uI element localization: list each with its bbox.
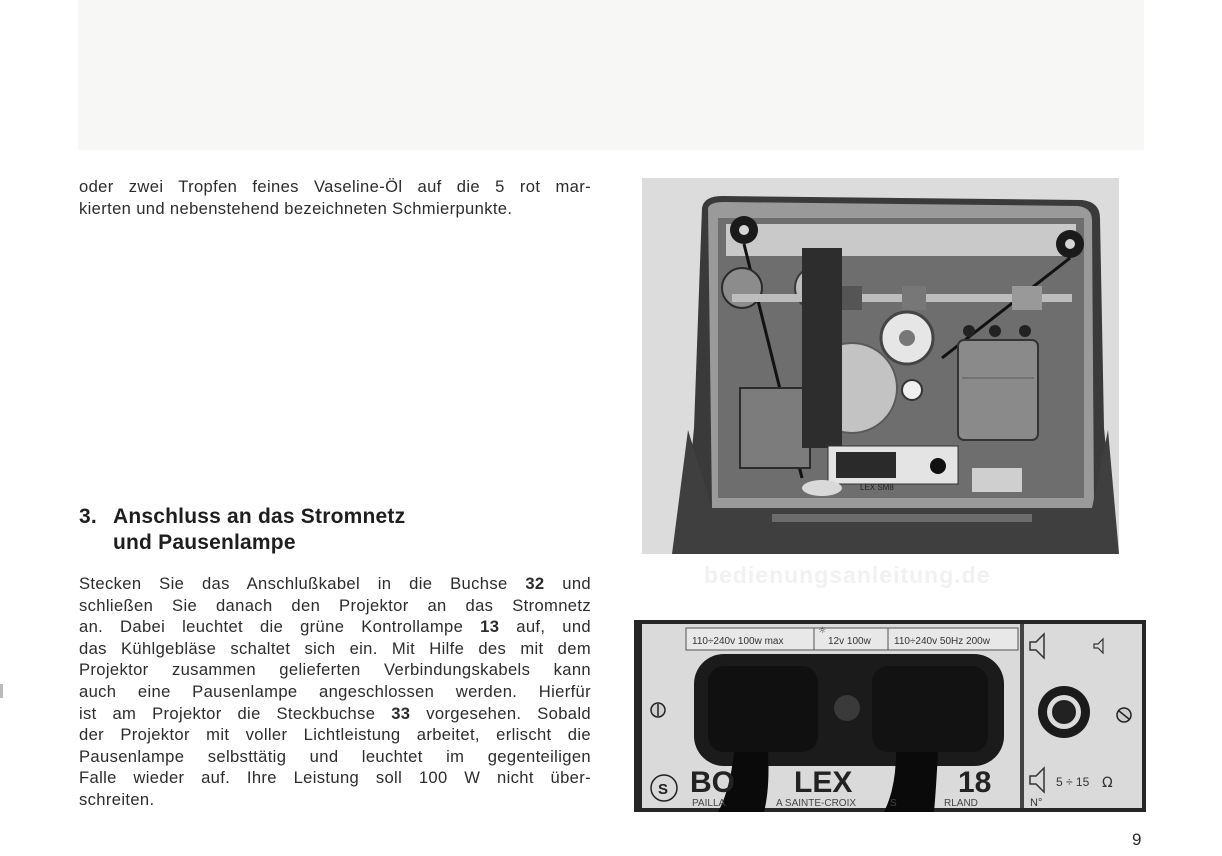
section-title-line-2: und Pausenlampe bbox=[113, 531, 296, 554]
body-line: schließen Sie danach den Projektor an das Stromnetz bbox=[79, 595, 591, 615]
label-lamp-rating: 12v 100w bbox=[828, 636, 871, 647]
body-text: an. Dabei leuchtet die grüne Kontrollampe bbox=[79, 617, 481, 637]
body-line: der Projektor mit voller Lichtleistung arbeitet, erlischt die bbox=[79, 725, 591, 745]
body-line: schreiten. bbox=[79, 789, 155, 809]
body-line bbox=[79, 616, 591, 638]
maker-part-b: A SAINTE-CROIX bbox=[776, 798, 857, 809]
maker-part-a: PAILLA bbox=[692, 798, 726, 809]
connector-panel-photo bbox=[634, 620, 1146, 812]
body-text: auf, und bbox=[499, 617, 592, 637]
lamp-number-13: 13 bbox=[480, 617, 500, 637]
ohm-symbol: Ω bbox=[1102, 775, 1113, 791]
label-outlet-rating: 110÷240v 100w max bbox=[692, 636, 784, 647]
brand-right: LEX bbox=[794, 766, 853, 799]
approval-mark: S bbox=[658, 781, 669, 798]
lamp-icon: ☼ bbox=[818, 626, 827, 636]
label-power-rating: 110÷240v 50Hz 200w bbox=[894, 636, 990, 647]
body-line bbox=[79, 573, 591, 595]
body-text: und bbox=[544, 574, 591, 593]
body-text: ist am Projektor die Steckbuchse bbox=[79, 703, 392, 723]
body-line: Falle wieder auf. Ihre Leistung soll 100 W nicht über- bbox=[79, 768, 591, 788]
section-heading bbox=[79, 504, 405, 556]
body-line bbox=[79, 703, 591, 725]
body-paragraph bbox=[79, 573, 591, 811]
edge-mark bbox=[0, 684, 3, 698]
socket-number-32: 32 bbox=[525, 574, 545, 593]
intro-paragraph bbox=[79, 176, 591, 219]
model-fragment: 18 bbox=[958, 766, 992, 799]
body-line: Projektor zusammen gelieferten Verbindungskabels kann bbox=[79, 660, 591, 680]
top-blank-band bbox=[78, 0, 1144, 150]
brand-left: BO bbox=[690, 766, 735, 799]
page-number: 9 bbox=[1132, 830, 1142, 849]
serial-label: N° bbox=[1030, 797, 1043, 809]
watermark: bedienungsanleitung.de bbox=[704, 562, 991, 588]
body-line: das Kühlgebläse schaltet sich ein. Mit Hilfe des mit dem bbox=[79, 638, 591, 658]
impedance-range: 5 ÷ 15 bbox=[1056, 775, 1090, 789]
maker-part-c: S bbox=[890, 798, 897, 809]
projector-interior-photo bbox=[642, 178, 1119, 554]
intro-line-1: oder zwei Tropfen feines Vaseline-Öl auf die 5 rot mar- bbox=[79, 177, 591, 196]
maker-part-d: RLAND bbox=[944, 798, 978, 809]
lamp-panel-text: LEX SM8 bbox=[860, 483, 894, 492]
body-text: vorgesehen. Sobald bbox=[410, 703, 591, 723]
intro-line-2: kierten und nebenstehend bezeichneten Schmierpunkte. bbox=[79, 198, 513, 218]
body-text: Stecken Sie das Anschlußkabel in die Buchse bbox=[79, 574, 526, 593]
socket-number-33: 33 bbox=[391, 703, 411, 723]
body-line: Pausenlampe selbsttätig und leuchtet im gegenteiligen bbox=[79, 746, 591, 766]
section-number: 3. bbox=[79, 505, 97, 528]
body-line: auch eine Pausenlampe angeschlossen werden. Hierfür bbox=[79, 681, 591, 701]
section-title-line-1: Anschluss an das Stromnetz bbox=[113, 505, 406, 528]
